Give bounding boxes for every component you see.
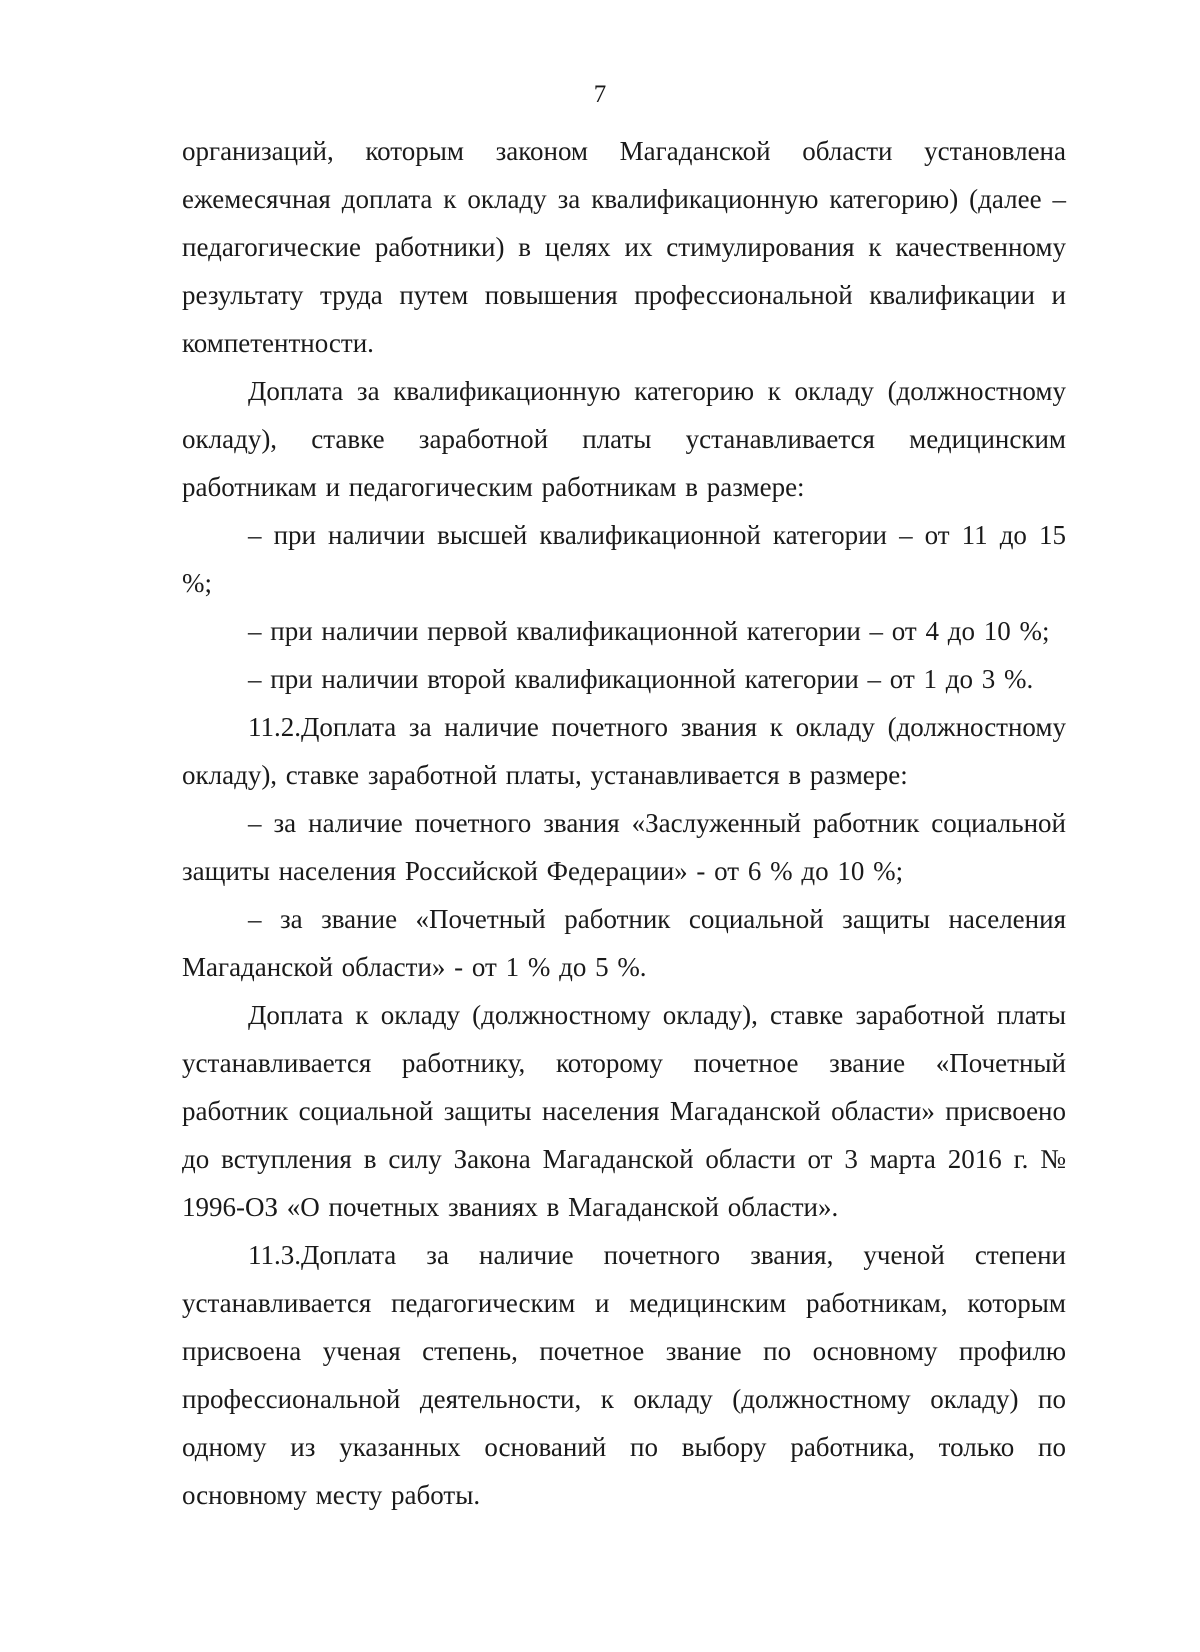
paragraph-section-11-3: 11.3.Доплата за наличие почетного звания, ученой степени устанавливается педагогическим и медицинским работникам, которым присвоена ученая степень, почетное звание по основному профилю профессиональной деятельности, к окладу (должностному окладу) по одному из указанных оснований по выбору работника, только по основному месту работы. xyxy=(182,1240,1066,1510)
list-item-second-category: – при наличии второй квалификационной категории – от 1 до 3 %. xyxy=(248,664,1034,694)
list-item-highest-category: – при наличии высшей квалификационной категории – от 11 до 15 %; xyxy=(182,520,1066,598)
list-item-honorary-worker-magadan: – за звание «Почетный работник социальной защиты населения Магаданской области» - от 1 % до 5 %. xyxy=(182,904,1066,982)
paragraph-qualification-bonus: Доплата за квалификационную категорию к окладу (должностному окладу), ставке заработной платы устанавливается медицинским работникам и педагогическим работникам в размере: xyxy=(182,376,1066,502)
paragraph-section-11-2: 11.2.Доплата за наличие почетного звания к окладу (должностному окладу), ставке заработной платы, устанавливается в размере: xyxy=(182,712,1066,790)
list-item-honored-worker: – за наличие почетного звания «Заслуженный работник социальной защиты населения Российской Федерации» - от 6 % до 10 %; xyxy=(182,808,1066,886)
list-item-first-category: – при наличии первой квалификационной категории – от 4 до 10 %; xyxy=(248,616,1050,646)
paragraph-continuation: организаций, которым законом Магаданской области установлена ежемесячная доплата к окладу за квалификационную категорию) (далее – педагогические работники) в целях их стимулирования к качественному результату труда путем повышения профессиональной квалификации и компетентности. xyxy=(182,136,1066,358)
page-number: 7 xyxy=(593,81,607,108)
paragraph-honorary-title-law: Доплата к окладу (должностному окладу), ставке заработной платы устанавливается работнику, которому почетное звание «Почетный работник социальной защиты населения Магаданской области» присвоено до вступления в силу Закона Магаданской области от 3 марта 2016 г. № 1996-ОЗ «О почетных званиях в Магаданской области». xyxy=(182,1000,1066,1222)
document-body xyxy=(182,127,1066,1519)
